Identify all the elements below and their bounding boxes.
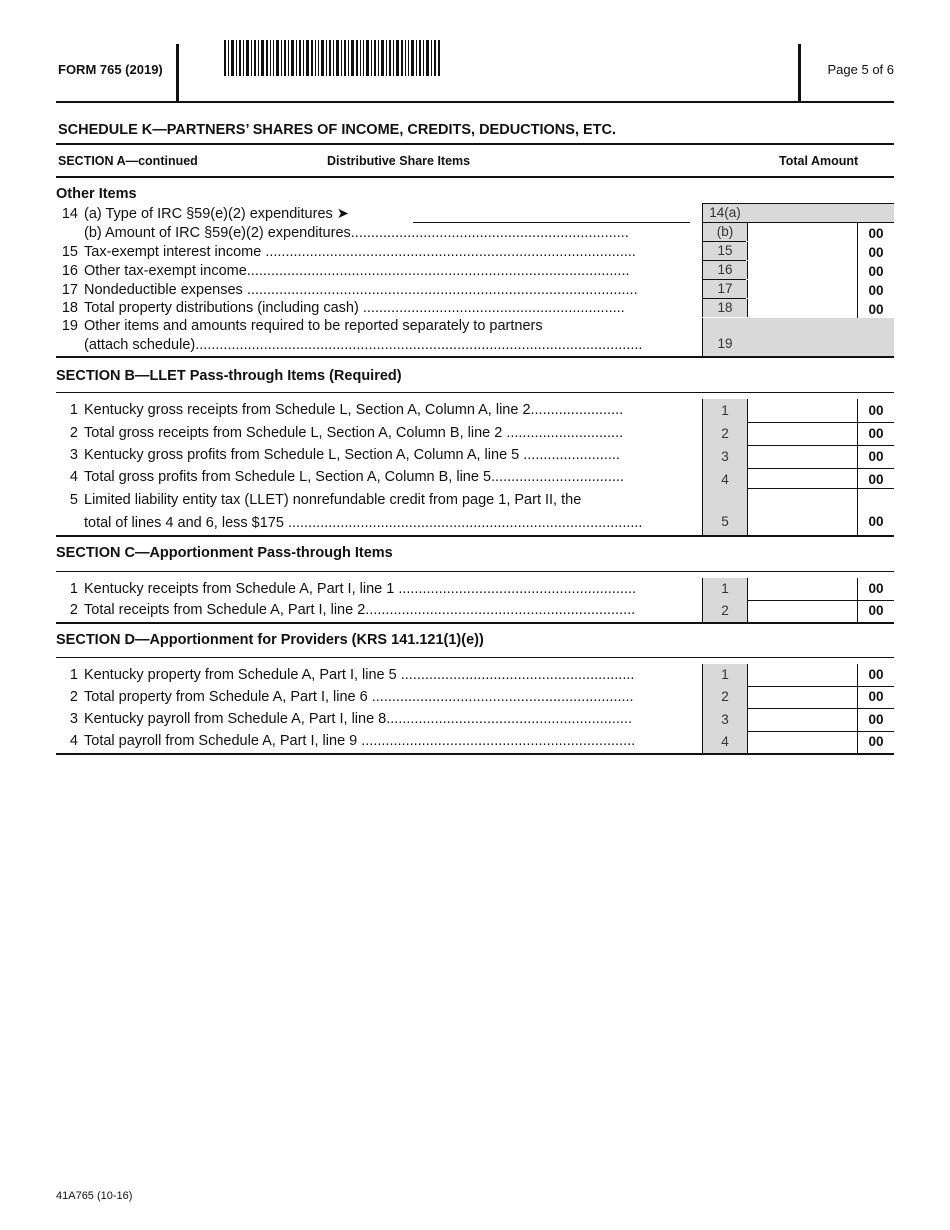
section-b-line-2-amount-field[interactable] [746, 422, 894, 445]
line-18-amount-field[interactable] [746, 299, 894, 318]
line-description: Kentucky gross receipts from Schedule L, Section A, Column A, line 2....................... [84, 402, 624, 418]
line-description: Total receipts from Schedule A, Part I, line 2................................................................... [84, 602, 636, 618]
section-b-title: SECTION B—LLET Pass-through Items (Required) [56, 368, 402, 384]
line-box: 14(a) [702, 204, 748, 222]
line-15-amount-field[interactable] [746, 242, 894, 261]
line-number: 4 [69, 733, 78, 749]
line-number: 2 [69, 689, 78, 705]
line-number: 2 [69, 602, 78, 618]
line-description: Other tax-exempt income............................................................................................... [84, 263, 630, 279]
section-d-line-1-amount-field[interactable] [746, 664, 894, 686]
rule [56, 571, 894, 572]
form-id: FORM 765 (2019) [58, 62, 163, 77]
line-box: 2 [702, 686, 748, 708]
section-c-title: SECTION C—Apportionment Pass-through Items [56, 545, 393, 561]
section-b-line-5-amount-field[interactable] [746, 488, 894, 535]
section-c-line-1-amount-field[interactable] [746, 578, 894, 600]
column-total-amount: Total Amount [779, 154, 859, 168]
section-c-line-2-amount-field[interactable] [746, 600, 894, 622]
line-17-amount-field[interactable] [746, 280, 894, 299]
schedule-title: SCHEDULE K—PARTNERS’ SHARES OF INCOME, CREDITS, DEDUCTIONS, ETC. [58, 122, 617, 138]
cents-field: 00 [857, 299, 894, 318]
line-description: Kentucky payroll from Schedule A, Part I, line 8............................................................. [84, 711, 632, 727]
section-a-bottom-rule [56, 356, 894, 358]
form-code: 41A765 (10-16) [56, 1190, 133, 1202]
line-description: Total property distributions (including cash) ................................................................. [84, 300, 625, 316]
line-box: 2 [702, 422, 748, 445]
line-number: 15 [61, 244, 78, 260]
line-description: Total gross profits from Schedule L, Section A, Column B, line 5................................. [84, 469, 624, 485]
line-box: 1 [702, 399, 748, 422]
section-d-line-4-amount-field[interactable] [746, 731, 894, 753]
line-number: 1 [69, 667, 78, 683]
cents-field: 00 [857, 600, 894, 622]
section-b-line-1-amount-field[interactable] [746, 399, 894, 422]
cents-field: 00 [857, 261, 894, 280]
cents-field: 00 [857, 708, 894, 731]
line-box: 1 [702, 664, 748, 686]
rule [56, 176, 894, 178]
line-number: 19 [61, 318, 78, 334]
cents-field: 00 [857, 578, 894, 600]
line-description: (b) Amount of IRC §59(e)(2) expenditures..................................................................... [84, 225, 629, 241]
line-14a-input[interactable] [413, 222, 690, 223]
line-description: Total property from Schedule A, Part I, line 6 ................................................................. [84, 689, 634, 705]
line-box: 4 [702, 731, 748, 753]
line-number: 3 [69, 711, 78, 727]
line-description-continued: total of lines 4 and 6, less $175 ........................................................................................ [84, 515, 643, 531]
line-16-amount-field[interactable] [746, 261, 894, 280]
line-box: 1 [702, 578, 748, 600]
section-a-label: SECTION A—continued [58, 154, 198, 168]
line-description: Total payroll from Schedule A, Part I, line 9 .................................................................... [84, 733, 636, 749]
line-number: 1 [69, 581, 78, 597]
section-d-title: SECTION D—Apportionment for Providers (KRS 141.121(1)(e)) [56, 632, 484, 648]
line-description: (a) Type of IRC §59(e)(2) expenditures ➤ [84, 206, 349, 222]
page-number: Page 5 of 6 [827, 62, 894, 77]
line-description: Other items and amounts required to be reported separately to partners [84, 318, 543, 334]
header-divider-right [798, 44, 801, 102]
line-box: 3 [702, 445, 748, 468]
cents-field: 00 [857, 488, 894, 535]
line-box: 19 [702, 318, 748, 356]
line-box: 16 [702, 261, 748, 279]
line-14b-amount-field[interactable] [746, 223, 894, 242]
section-d-line-2-amount-field[interactable] [746, 686, 894, 708]
line-14a-amount-shaded [746, 204, 894, 222]
line-number: 5 [69, 492, 78, 508]
line-description: Tax-exempt interest income ............................................................................................ [84, 244, 636, 260]
header-rule [56, 101, 894, 103]
line-description-continued: (attach schedule)............................................................................................................... [84, 337, 643, 353]
line-number: 3 [69, 447, 78, 463]
section-c-bottom-rule [56, 622, 894, 624]
section-b-bottom-rule [56, 535, 894, 537]
line-description: Total gross receipts from Schedule L, Section A, Column B, line 2 ............................. [84, 425, 624, 441]
cents-field: 00 [857, 664, 894, 686]
section-b-line-3-amount-field[interactable] [746, 445, 894, 468]
line-box: 15 [702, 242, 748, 260]
line-number: 17 [61, 282, 78, 298]
cents-field: 00 [857, 468, 894, 491]
cents-field: 00 [857, 686, 894, 708]
line-description: Kentucky receipts from Schedule A, Part I, line 1 ........................................................... [84, 581, 637, 597]
cents-field: 00 [857, 280, 894, 299]
cents-field: 00 [857, 422, 894, 445]
other-items-heading: Other Items [56, 186, 137, 202]
line-box: 18 [702, 299, 748, 317]
line-number: 2 [69, 425, 78, 441]
line-box: (b) [702, 223, 748, 241]
line-box: 5 [702, 488, 748, 535]
cents-field: 00 [857, 445, 894, 468]
barcode-icon [224, 40, 440, 76]
section-d-bottom-rule [56, 753, 894, 755]
line-number: 1 [69, 402, 78, 418]
line-box: 4 [702, 468, 748, 491]
line-number: 18 [61, 300, 78, 316]
cents-field: 00 [857, 242, 894, 261]
form-header [56, 40, 894, 102]
line-box: 3 [702, 708, 748, 731]
line-19-amount-shaded [746, 318, 894, 356]
line-box: 2 [702, 600, 748, 622]
cents-field: 00 [857, 731, 894, 753]
header-divider-left [176, 44, 179, 102]
line-number: 4 [69, 469, 78, 485]
line-box: 17 [702, 280, 748, 298]
column-distributive-share-items: Distributive Share Items [327, 154, 471, 168]
line-description: Limited liability entity tax (LLET) nonrefundable credit from page 1, Part II, the [84, 492, 582, 508]
line-description: Kentucky gross profits from Schedule L, Section A, Column A, line 5 ........................ [84, 447, 620, 463]
line-number: 16 [61, 263, 78, 279]
rule [56, 143, 894, 145]
line-description: Nondeductible expenses ................................................................................................. [84, 282, 638, 298]
line-number: 14 [61, 206, 78, 222]
rule [56, 392, 894, 393]
cents-field: 00 [857, 399, 894, 422]
line-description: Kentucky property from Schedule A, Part I, line 5 .......................................................... [84, 667, 635, 683]
cents-field: 00 [857, 223, 894, 242]
rule [56, 657, 894, 658]
section-d-line-3-amount-field[interactable] [746, 708, 894, 731]
